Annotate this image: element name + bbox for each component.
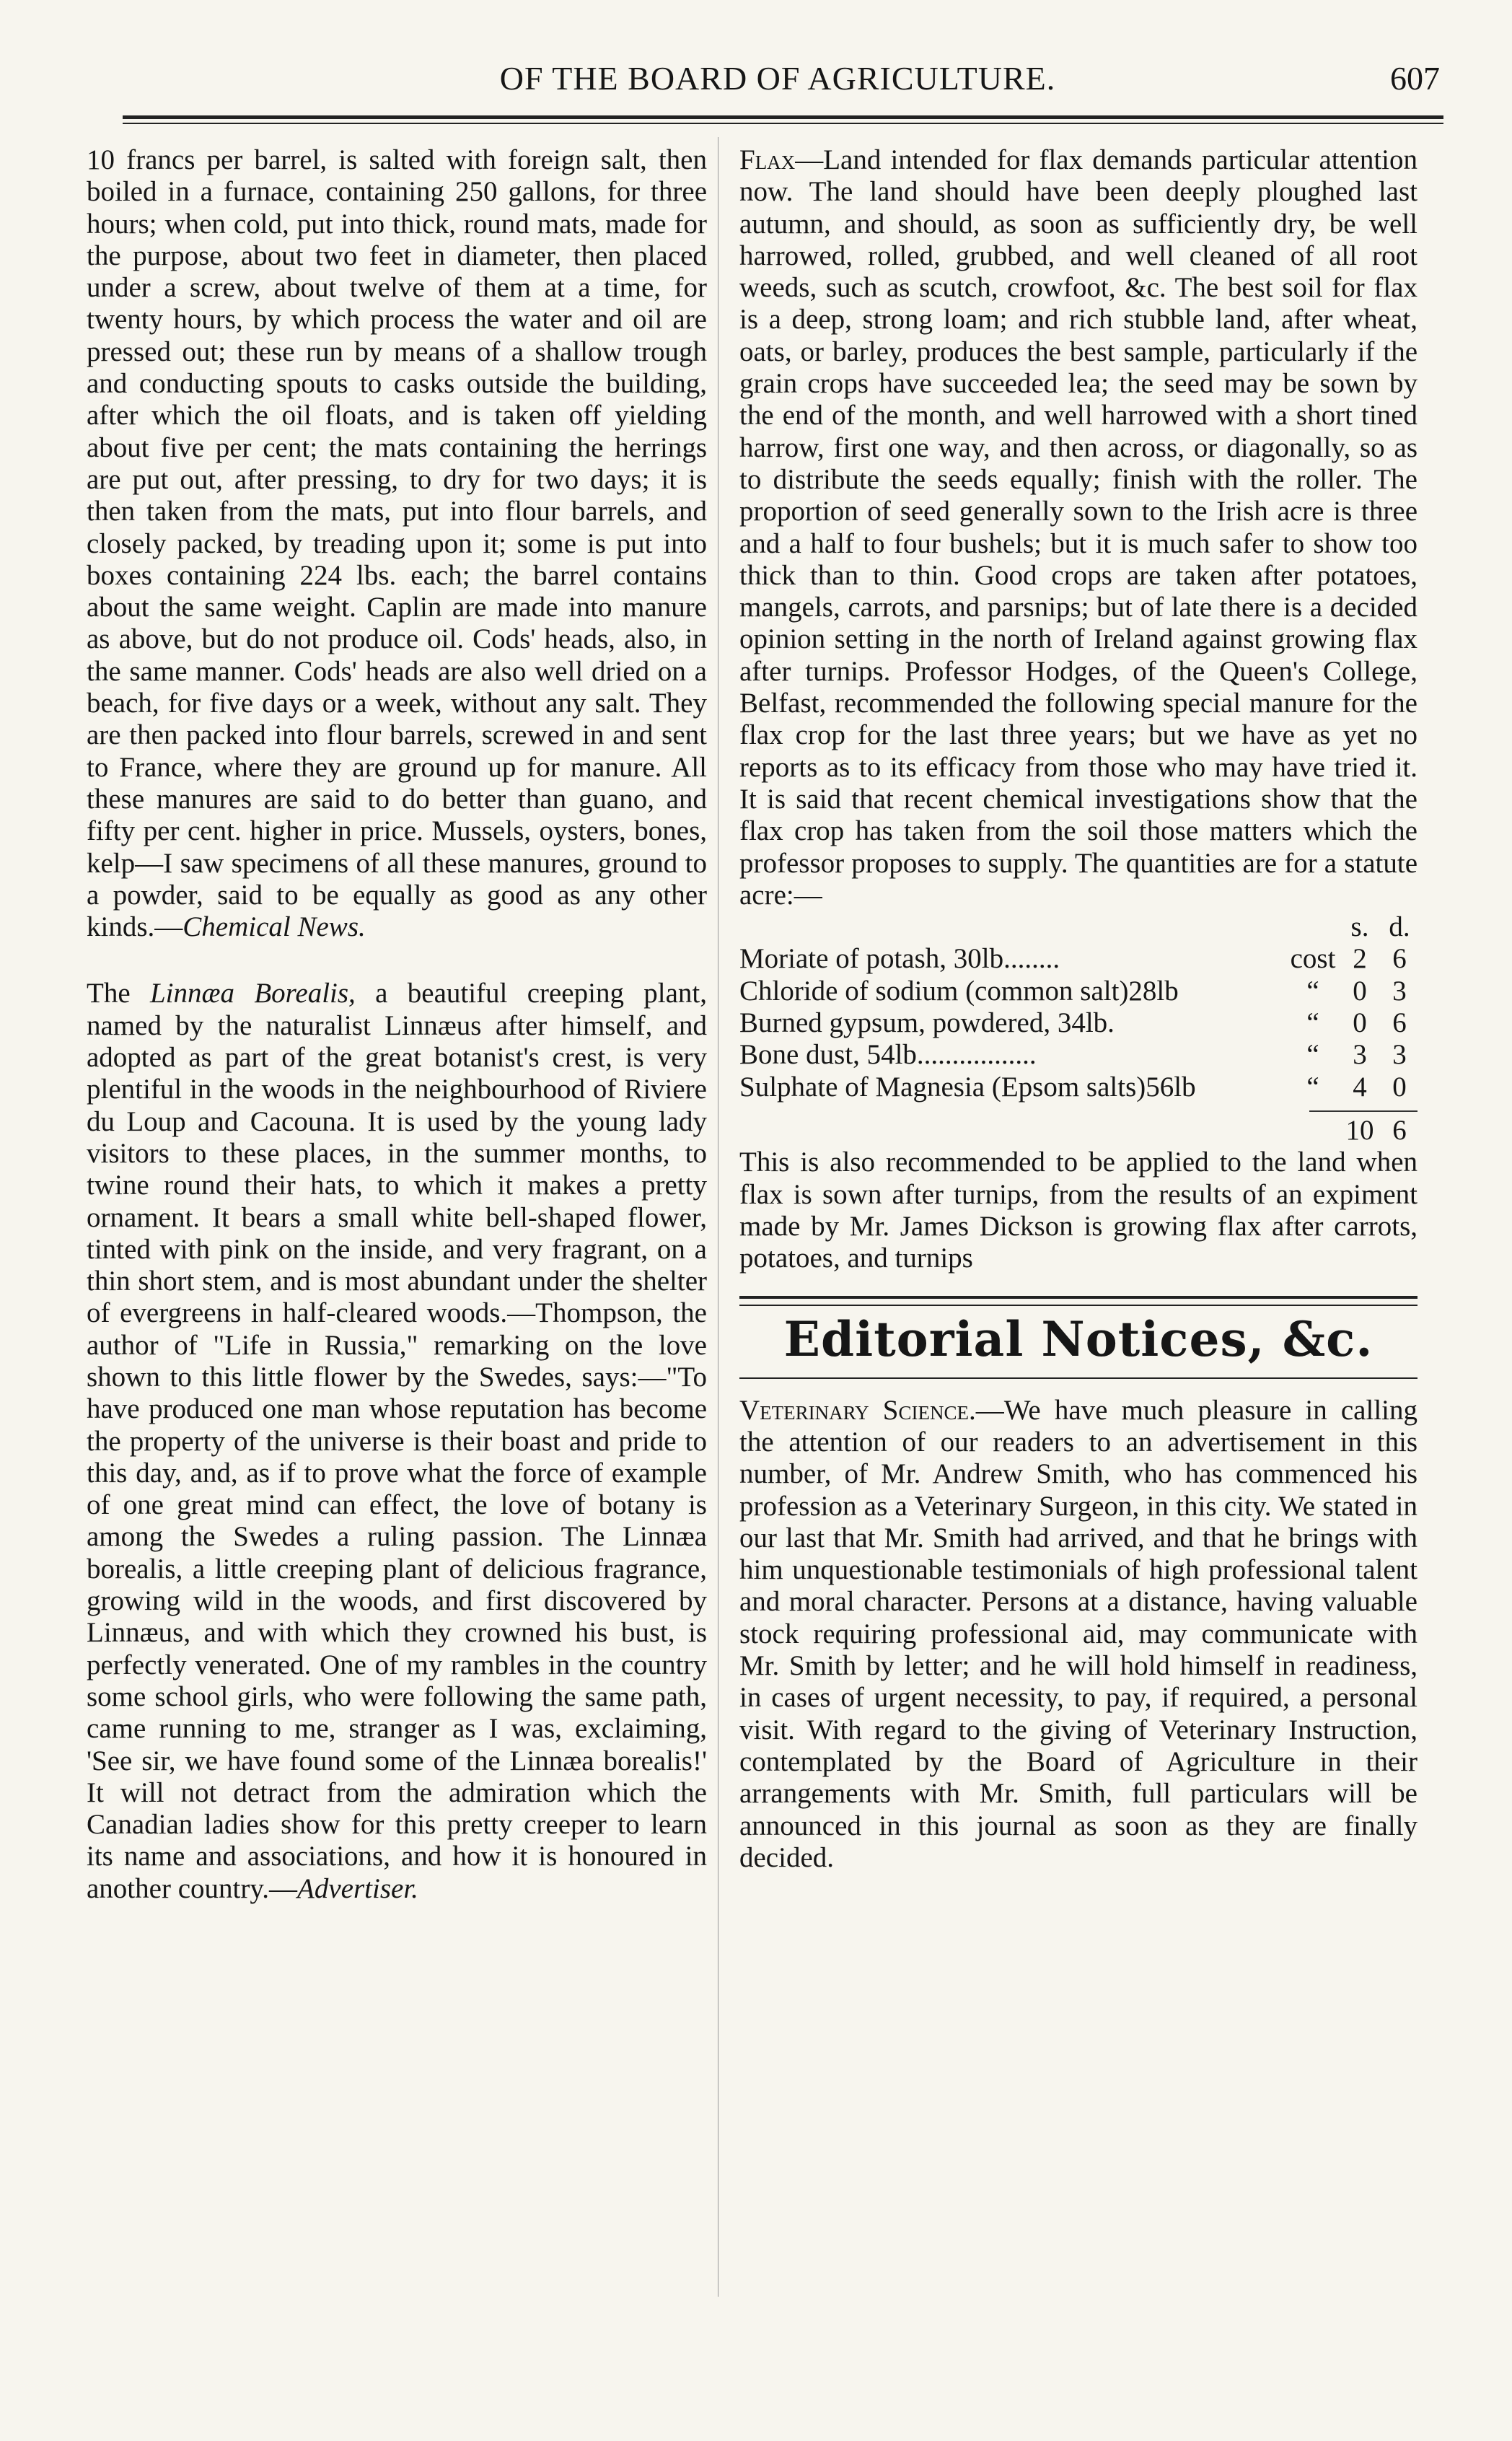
linnaea-intro: The: [87, 978, 150, 1009]
header-rule: [123, 115, 1443, 119]
row-label: Chloride of sodium (common salt)28lb: [739, 975, 1179, 1007]
table-row: [739, 943, 1418, 975]
table-row: [739, 1039, 1418, 1071]
row-unit: “: [1306, 1007, 1319, 1039]
header-rule-thin: [123, 123, 1443, 124]
linnaea-source: Advertiser.: [297, 1872, 418, 1904]
row-shillings: 2: [1353, 943, 1367, 975]
table-total-row: [739, 1115, 1418, 1147]
pence-header: d.: [1389, 911, 1410, 943]
linnaea-name: Linnæa Borealis,: [149, 978, 356, 1009]
row-shillings: 4: [1353, 1071, 1367, 1103]
row-unit: cost: [1290, 943, 1336, 975]
row-shillings: 3: [1353, 1039, 1367, 1071]
row-label: Bone dust, 54lb.................: [739, 1039, 1037, 1071]
herring-source: Chemical News.: [183, 911, 366, 943]
total-shillings: 10: [1345, 1114, 1374, 1146]
shillings-header: s.: [1350, 911, 1369, 943]
row-unit: “: [1306, 1039, 1319, 1071]
page-header: [108, 56, 1447, 107]
row-unit: “: [1306, 975, 1319, 1007]
section-rule-thin: [739, 1305, 1418, 1306]
flax-lead: Flax: [739, 144, 796, 175]
flax-text: —Land intended for flax demands particular attention now. The land should have been deeply ploughed last autumn, and should, as soon as sufficiently dry, be well harrowed, rolled, grubbed, and well cleaned of all root weeds, such as scutch, crowfoot, &c. The best soil for flax is a deep, strong loam; and rich stubble land, after wheat, oats, or barley, produces the best sample, particularly if the grain crops have succeeded lea; the seed may be sown by the end of the month, and well harrowed with a short tined harrow, first one way, and then across, or diagonally, so as to distribute the seeds equally; finish with the roller. The proportion of seed generally sown to the Irish acre is three and a half to four bushels; but it is much safer to show too thick than to thin. Good crops are taken after potatoes, mangels, carrots, and parsnips; but of late there is a decided opinion setting in the north of Ireland against growing flax after turnips. Professor Hodges, of the Queen's College, Belfast, recommended the following special manure for the flax crop for the last three years; but we have as yet no reports as to its efficacy from those who may have tried it. It is said that recent chemical investigations show that the flax crop has taken from the soil those matters which the professor proposes to supply. The quantities are for a statute acre:—: [739, 144, 1418, 911]
flax-paragraph: [739, 144, 1418, 911]
row-shillings: 0: [1353, 975, 1367, 1007]
table-row: [739, 1072, 1418, 1103]
left-column: [87, 144, 707, 1905]
flax-followup-paragraph: This is also recommended to be applied to the land when flax is sown after turnips, from the results of an expiment made by Mr. James Dickson is growing flax after carrots, potatoes, and turnips: [739, 1147, 1418, 1274]
row-pence: 3: [1392, 975, 1407, 1007]
row-pence: 0: [1392, 1071, 1407, 1103]
section-rule: [739, 1296, 1418, 1299]
veterinary-lead: Veterinary Science.: [739, 1394, 976, 1426]
running-title: OF THE BOARD OF AGRICULTURE.: [499, 60, 1056, 97]
heading-rule: [739, 1377, 1418, 1379]
veterinary-paragraph: [739, 1395, 1418, 1874]
sum-rule: [1309, 1110, 1418, 1112]
row-shillings: 0: [1353, 1007, 1367, 1039]
row-label: Burned gypsum, powdered, 34lb.: [739, 1007, 1115, 1039]
right-column: [739, 144, 1418, 1874]
row-pence: 6: [1392, 1007, 1407, 1039]
veterinary-text: —We have much pleasure in calling the attention of our readers to an advertisement in this number, of Mr. Andrew Smith, who has commenced his profession as a Veterinary Surgeon, in this city. We stated in our last that Mr. Smith had arrived, and that he brings with him unquestionable testimonials of high professional talent and moral character. Persons at a distance, having valuable stock requiring professional aid, may communicate with Mr. Smith by letter; and he will hold himself in readiness, in cases of urgent necessity, to pay, if required, a personal visit. With regard to the giving of Veterinary Instruction, contemplated by the Board of Agriculture in their arrangements with Mr. Smith, full particulars will be announced in this journal as soon as they are finally decided.: [739, 1394, 1418, 1873]
row-pence: 6: [1392, 943, 1407, 975]
row-label: Moriate of potash, 30lb........: [739, 943, 1060, 975]
manure-table-header: [739, 911, 1418, 943]
herring-text: 10 francs per barrel, is salted with foreign salt, then boiled in a furnace, containing 250 gallons, for three hours; when cold, put into thick, round mats, made for the purpose, about two feet in diameter, then placed under a screw, about twelve of them at a time, for twenty hours, by which process the water and oil are pressed out; these run by means of a shallow trough and conducting spouts to casks outside the building, after which the oil floats, and is taken off yielding about five per cent; the mats containing the herrings are put out, after pressing, to dry for two days; it is then taken from the mats, put into flour barrels, and closely packed, by treading upon it; some is put into boxes containing 224 lbs. each; the barrel contains about the same weight. Caplin are made into manure as above, but do not produce oil. Cods' heads, also, in the same manner. Cods' heads are also well dried on a beach, for five days or a week, without any salt. They are then packed into flour barrels, screwed in and sent to France, where they are ground up for manure. All these manures are said to do better than guano, and fifty per cent. higher in price. Mussels, oysters, bones, kelp—I saw specimens of all these manures, ground to a powder, said to be equally as good as any other kinds.—: [87, 144, 707, 943]
herring-paragraph: [87, 144, 707, 943]
manure-table: [739, 911, 1418, 1147]
row-unit: “: [1306, 1071, 1319, 1103]
linnaea-paragraph: [87, 978, 707, 1905]
total-pence: 6: [1392, 1114, 1407, 1146]
editorial-notices-heading: Editorial Notices, &c.: [783, 1311, 1373, 1368]
row-pence: 3: [1392, 1039, 1407, 1071]
page-number: 607: [1390, 60, 1440, 97]
table-row: [739, 976, 1418, 1007]
row-label: Sulphate of Magnesia (Epsom salts)56lb: [739, 1071, 1196, 1103]
table-row: [739, 1007, 1418, 1039]
linnaea-text: a beautiful creeping plant, named by the naturalist Linnæus after himself, and adopted as part of the great botanist's crest, is very plentiful in the woods in the neighbourhood of Riviere du Loup and Cacouna. It is used by the young lady visitors to these places, in the summer months, to twine round their hats, to which it makes a pretty ornament. It bears a small white bell-shaped flower, tinted with pink on the inside, and very fragrant, on a thin short stem, and is most abundant under the shelter of evergreens in half-cleared woods.—Thompson, the author of "Life in Russia," remarking on the love shown to this little flower by the Swedes, says:—"To have produced one man whose reputation has become the property of the universe is their boast and pride to this day, and, as if to prove what the force of example of one great mind can effect, the love of botany is among the Swedes a ruling passion. The Linnæa borealis, a little creeping plant of delicious fragrance, growing wild in the woods, and first discovered by Linnæus, and with which they crowned his bust, is perfectly venerated. One of my rambles in the country some school girls, who were following the same path, came running to me, stranger as I was, exclaiming, 'See sir, we have found some of the Linnæa borealis!' It will not detract from the admiration which the Canadian ladies show for this pretty creeper to learn its name and associations, and how it is honoured in another country.—: [87, 978, 707, 1904]
